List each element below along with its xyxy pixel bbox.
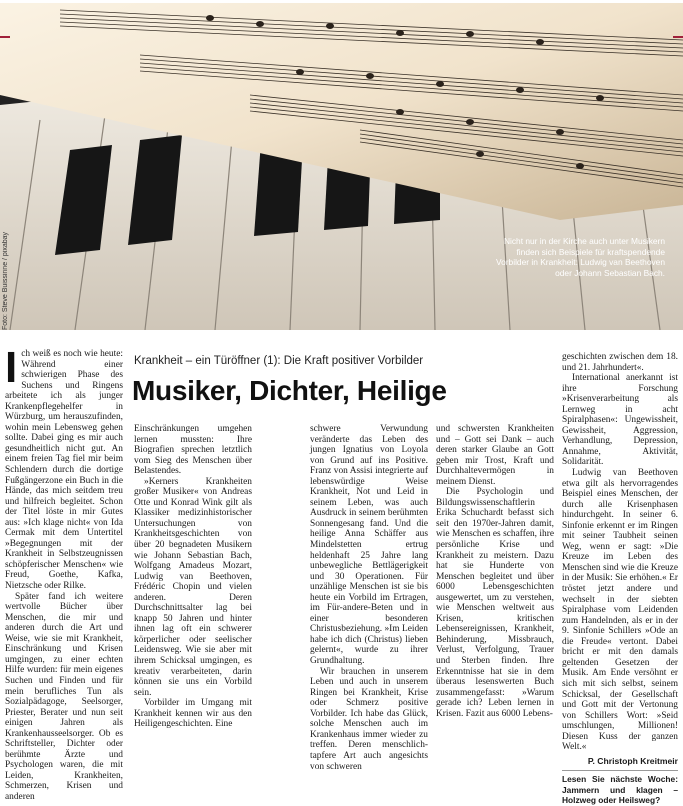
- article-kicker: Krankheit – ein Türöffner (1): Die Kraft positiver Vorbilder: [134, 355, 424, 367]
- article-column-2: [134, 424, 252, 730]
- drop-cap: I: [5, 343, 18, 392]
- paragraph: schwere Verwundung veränderte das Leben des jungen Ignatius von Loyola von Grund auf ins Positive. Franz von Assisi integrierte auf lebenswürdige Weise Krankheit, Not und Leid in seinem Leben, was auch Ausdruck in seinem berühmten Sonnengesang fand. Und die heilige Anna Schäffer aus Mindelstetten ertrug heldenhaft 25 Jahre lang unbewegliche Bettlägerigkeit und 30 Operationen. Für unzählige Menschen ist sie bis heute ein Vorbild im Ertragen, im Für-andere-Beten und in einer besonderen Christusbeziehung. »Im Leiden habe ich dich (Christus) lieben gelernt«, wurde zu ihrer Grundhaltung.: [310, 424, 428, 667]
- paragraph: Die Psychologin und Bildungswissenschaftlerin Erika Schuchardt befasst sich seit den 1970er-Jahren damit, wie Menschen es schaffen, ihre persönliche Krise und Krankheit zu meistern. Dazu hat sie Hunderte von Menschen begleitet und über 6000 Lebensgeschichten ausgewertet, um zu verstehen, wie Menschen weltweit aus Krisen, kritischen Lebensereignissen, Krankheit, Behinderung, Missbrauch, Verlust, Verfolgung, Trauer und Sterben finden. Ihre Erkenntnisse hat sie in dem überaus lesenswerten Buch zusammengefasst: »Warum gerade ich? Leben lernen in Krisen. Fazit aus 6000 Lebens-: [436, 487, 554, 719]
- article-column-4: [436, 424, 554, 719]
- article-column-1: [5, 343, 123, 803]
- paragraph: Einschränkungen umgehen lernen mussten: Ihre Biografien sprechen letztlich vom Sieg des Menschen über Belastendes.: [134, 424, 252, 477]
- article-headline: Musiker, Dichter, Heilige: [132, 375, 447, 406]
- accent-mark-left: [0, 36, 10, 38]
- paragraph: geschichten zwischen dem 18. und 21. Jahrhundert«.: [562, 352, 678, 373]
- paragraph: Vorbilder im Umgang mit Krankheit kennen wir aus den Heiligengeschichten. Eine: [134, 698, 252, 730]
- photo-illustration: [0, 0, 683, 330]
- paragraph: ch weiß es noch wie heute: Während einer schwierigen Phase des Suchens und Ringens arbeitete ich als junger Krankenpflegehelfer in Würzburg, um herauszufinden, wohin mein Lebensweg gehen sollte. Dabei ging es mir auch gesundheitlich nicht gut. An einem freien Tag fiel mir beim Schlendern durch die dortige Fußgängerzone ein Buch in die Hände, das mich seitdem treu und hilfreich begleitet. Schon der Titel löste in mir Gutes aus: »Ich klage nicht« von Ida Cermak mit dem Untertitel »Begegnungen mit der Krankheit in Selbstzeugnissen schöpferischer Menschen« wie Freud, Goethe, Kafka, Nietzsche oder Rilke.: [5, 349, 123, 592]
- accent-mark-right: [673, 36, 683, 38]
- article-column-5: [562, 352, 678, 806]
- piano-sheet-music-photo: [0, 0, 683, 330]
- paragraph: Ludwig van Beethoven etwa gilt als hervorragendes Beispiel eines Menschen, der durch alle Krisenphasen hindurchgeht. In seiner 6. Sinfonie erkennt er im Ringen mit seiner Taubheit seinen Weg, wenn er sagt: »Die Kreuze im Leben des Menschen sind wie die Kreuze in der Musik: Sie erhöhen.« Er tröstet jetzt andere und wechselt in der siebten Spiralphase vom Leidenden zum Handelnden, als er in der 9. Sinfonie Schillers »Ode an die Freude« vertont. Dabei bricht er mit den damals geltenden Gesetzen der Musik. Am Ende versöhnt er sich mit sich selbst, seinem Schicksal, der Gesellschaft und Gott mit der Vertonung von Schillers Wort: »Seid umschlungen, Millionen! Diesen Kuss der ganzen Welt.«: [562, 468, 678, 753]
- paragraph: International anerkannt ist ihre Forschung »Krisenverarbeitung als Lernweg in acht Spiralphasen«: Ungewissheit, Gewissheit, Aggression, Verhandlung, Depression, Annahme, Aktivität, Solidarität.: [562, 373, 678, 468]
- photo-caption: Nicht nur in der Kirche auch unter Musikern finden sich Beispiele für kraftspendende Vorbilder in Krankheit: Ludwig van Beethoven oder Johann Sebastian Bach.: [495, 236, 665, 278]
- divider: [562, 770, 678, 771]
- paragraph: und schwersten Krankheiten und – Gott sei Dank – auch deren starker Glaube an Gott geben mir Trost, Kraft und Durchhaltevermögen in meinem Dienst.: [436, 424, 554, 487]
- paragraph: Wir brauchen in unserem Leben und auch in unserem Ringen bei Krankheit, Krise oder Schmerz positive Vorbilder. Ich habe das Glück, solche Menschen auch im Krankenhaus immer wieder zu treffen. Deren menschlich-tapfere Art auch angesichts von schweren: [310, 666, 428, 772]
- article-column-3: [310, 424, 428, 772]
- photo-credit: Foto: Steve Buissinne / pixabay: [2, 231, 9, 330]
- paragraph: Später fand ich weitere wertvolle Bücher über Menschen, die mir und anderen durch die Art und Weise, wie sie mit Krankheit, Einschränkung und Krisen umgingen, zu einer echten Hilfe wurden: für mein eigenes Suchen und Finden und für mein berufliches Tun als Sozialpädagoge, Seelsorger, Priester, Berater und nun seit einigen Jahren als Krankenhausseelsorger. Ob es Schriftsteller, Dichter oder berühmte Ärzte und Psychologen waren, die mit Leiden, Krankheiten, Schmerzen, Krisen und anderen: [5, 591, 123, 802]
- author-byline: P. Christoph Kreitmeir: [587, 755, 678, 766]
- next-week-teaser: Lesen Sie nächste Woche: Jammern und klagen – Holzweg oder Heilsweg?: [562, 774, 678, 806]
- paragraph: »Kerners Krankheiten großer Musiker« von Andreas Otte und Konrad Wink gilt als Klassiker medizinhistorischer Untersuchungen von Krankheitsgeschichten von über 20 begnadeten Musikern wie Johann Sebastian Bach, Wolfgang Amadeus Mozart, Ludwig van Beethoven, Frédéric Chopin und vielen anderen. Deren Durchschnittsalter lag bei knapp 50 Jahren und hinter ihnen lag oft ein schwerer körperlicher oder seelischer Leidensweg. Wie sie aber mit ihrem Schicksal umgingen, es kreativ verarbeiteten, darin können sie uns ein Vorbild sein.: [134, 476, 252, 698]
